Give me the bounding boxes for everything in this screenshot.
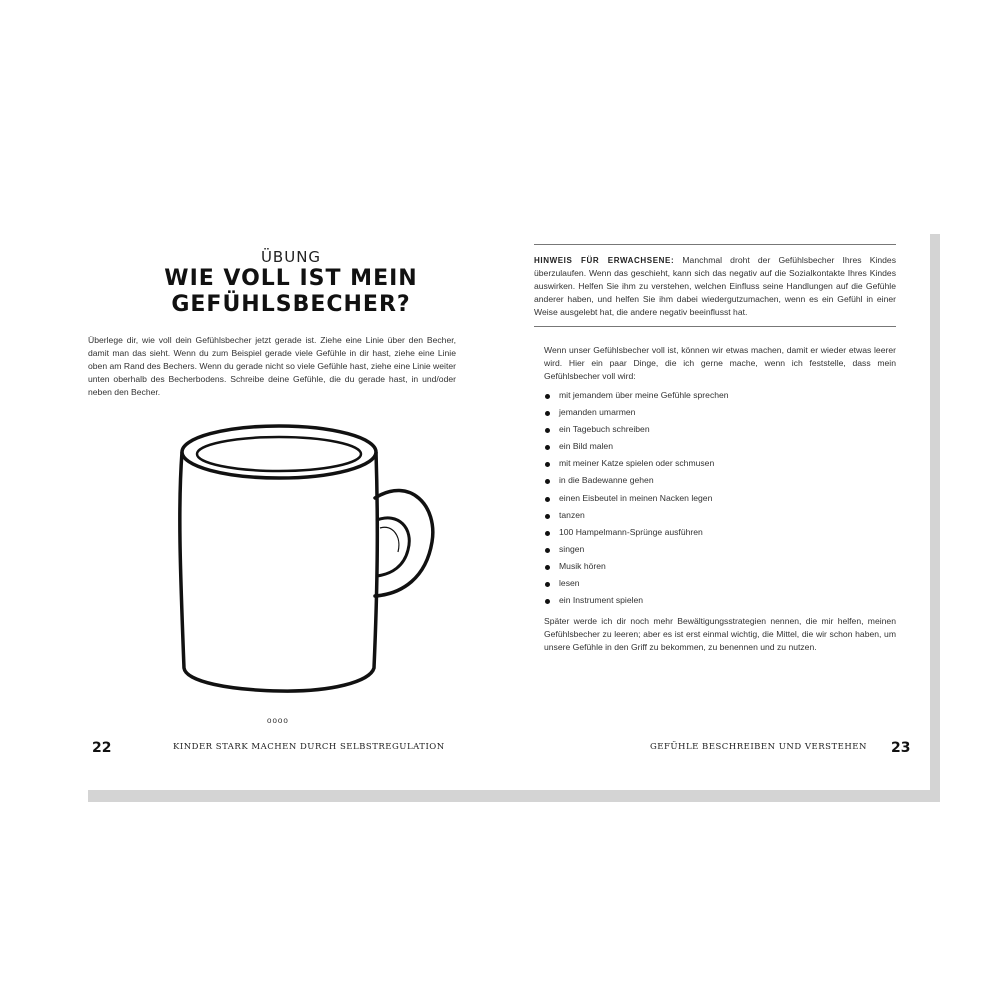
bullet-icon	[545, 411, 550, 416]
list-item-text: mit meiner Katze spielen oder schmusen	[559, 458, 715, 469]
mug-illustration	[170, 416, 440, 698]
adult-note-text: Manchmal droht der Gefühlsbecher Ihres Kindes überzulaufen. Wenn das geschieht, kann sich das negativ auf die Sozialkontakte Ihres Kindes auswirken. Helfen Sie ihm zu verstehen, welchen Einfluss seine Handlungen auf die Gefühle anderer haben, und helfen Sie ihm dabei wiedergutzumachen, wenn es ein Gefühl in einer Weise ausgelebt hat, die andere negativ beeinflusst hat.	[534, 255, 896, 317]
mug-handle-inner	[377, 518, 409, 576]
bullet-icon	[545, 582, 550, 587]
list-item	[544, 438, 896, 455]
list-item	[544, 387, 896, 404]
bullet-icon	[545, 479, 550, 484]
list-item	[544, 592, 896, 609]
bullet-icon	[545, 599, 550, 604]
bullet-icon	[545, 445, 550, 450]
adult-note-box	[534, 244, 896, 327]
strategies-list	[544, 387, 896, 609]
list-item-text: ein Tagebuch schreiben	[559, 424, 650, 435]
mug-handle-outer	[375, 491, 433, 596]
page-number-right: 23	[891, 740, 911, 756]
list-item	[544, 490, 896, 507]
list-item	[544, 507, 896, 524]
bullet-icon	[545, 462, 550, 467]
list-item-text: jemanden umarmen	[559, 407, 636, 418]
mug-handle-accent	[380, 527, 399, 552]
list-item-text: 100 Hampelmann-Sprünge ausführen	[559, 526, 703, 537]
mug-body	[180, 452, 377, 691]
adult-note	[534, 254, 896, 319]
adult-note-heading: HINWEIS FÜR ERWACHSENE:	[534, 256, 675, 265]
list-item-text: Musik hören	[559, 560, 606, 571]
bullet-icon	[545, 531, 550, 536]
bullet-icon	[545, 548, 550, 553]
bullet-icon	[545, 497, 550, 502]
title-line-2: GEFÜHLSBECHER?	[171, 292, 411, 317]
exercise-kicker: ÜBUNG	[260, 248, 322, 266]
bullet-icon	[545, 394, 550, 399]
left-page	[78, 224, 504, 790]
list-item-text: einen Eisbeutel in meinen Nacken legen	[559, 492, 713, 503]
right-page	[504, 224, 930, 790]
exercise-instructions: Überlege dir, wie voll dein Gefühlsbecher jetzt gerade ist. Ziehe eine Linie über den Becher, damit man das sieht. Wenn du zum Beispiel gerade viele Gefühle in dir hast, ziehe eine Linie oben am Rand des Bechers. Wenn du gerade nicht so viele Gefühle hast, ziehe eine Linie weiter unten oberhalb des Becherbodens. Schreibe deine Gefühle, die du gerade hast, in und/oder neben den Becher.	[88, 335, 456, 397]
list-item-text: in die Badewanne gehen	[559, 475, 654, 486]
list-item-text: tanzen	[559, 509, 585, 520]
list-item	[544, 472, 896, 489]
strategies-outro: Später werde ich dir noch mehr Bewältigungsstrategien nennen, die mir helfen, meinen Gefühlsbecher zu leeren; aber es ist erst einmal wichtig, die Mittel, die wir schon haben, um unsere Gefühle in den Griff zu bekommen, zu benennen und zu nutzen.	[544, 616, 896, 652]
list-item-text: lesen	[559, 578, 580, 589]
list-item	[544, 404, 896, 421]
list-item-text: singen	[559, 543, 585, 554]
list-item	[544, 541, 896, 558]
exercise-title	[78, 266, 504, 318]
title-line-1: WIE VOLL IST MEIN	[164, 266, 418, 291]
footer-right: GEFÜHLE BESCHREIBEN UND VERSTEHEN	[650, 742, 867, 752]
list-item	[544, 575, 896, 592]
page-number-left: 22	[92, 740, 112, 756]
bullet-icon	[545, 514, 550, 519]
ornament: oooo	[267, 716, 289, 725]
list-item	[544, 421, 896, 438]
footer-left: KINDER STARK MACHEN DURCH SELBSTREGULATION	[173, 742, 445, 752]
bullet-icon	[545, 428, 550, 433]
list-item	[544, 455, 896, 472]
mug-rim-inner	[197, 437, 361, 471]
list-item-text: ein Instrument spielen	[559, 595, 644, 606]
list-item-text: mit jemandem über meine Gefühle sprechen	[559, 390, 729, 400]
list-item-text: ein Bild malen	[559, 441, 613, 452]
book-spread	[78, 224, 930, 790]
list-item	[544, 558, 896, 575]
list-item	[544, 524, 896, 541]
bullet-icon	[545, 565, 550, 570]
strategies-intro: Wenn unser Gefühlsbecher voll ist, können wir etwas machen, damit er wieder etwas leerer wird. Hier ein paar Dinge, die ich gerne mache, wenn ich feststelle, dass mein Gefühlsbecher voll wird:	[544, 345, 896, 381]
